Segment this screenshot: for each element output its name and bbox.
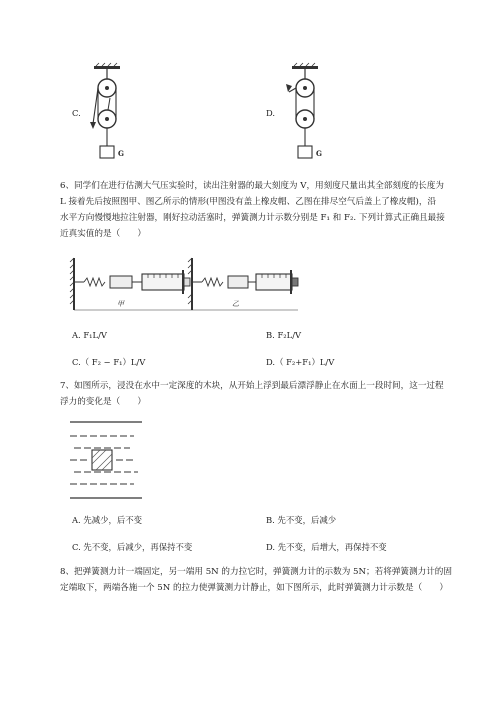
syringe-experiment-figure bbox=[70, 256, 300, 314]
figure-label-jia: 甲 bbox=[117, 300, 124, 308]
q6-option-b: B. F₂L/V bbox=[266, 330, 302, 340]
option-d-label: D. bbox=[266, 108, 276, 118]
figure-label-yi: 乙 bbox=[232, 300, 239, 308]
q7-option-d: D. 先不变，后增大，再保持不变 bbox=[266, 542, 387, 552]
weight-label-c: G bbox=[118, 149, 124, 158]
q6-option-d: D.（ F₂+F₁）L/V bbox=[266, 357, 335, 367]
weight-label-d: G bbox=[316, 149, 322, 158]
q6-option-a: A. F₁L/V bbox=[72, 330, 107, 340]
q6-text-line-3: 水平方向慢慢地拉注射器，刚好拉动活塞时，弹簧测力计示数分别是 F₁ 和 F₂. 下列计算式正确且最接 bbox=[60, 213, 445, 223]
q7-text-line-1: 7、如图所示，浸没在水中一定深度的木块，从开始上浮到最后漂浮静止在水面上一段时间，这一过程 bbox=[60, 381, 444, 391]
q8-text-line-1: 8、把弹簧测力计一端固定，另一端用 5N 的力拉它时，弹簧测力计的示数为 5N；若将弹簧测力计的固 bbox=[60, 567, 452, 577]
q6-text-line-4: 近真实值的是（ ） bbox=[60, 229, 146, 239]
q7-option-b: B. 先不变，后减少 bbox=[266, 515, 337, 525]
q7-option-a: A. 先减少，后不变 bbox=[72, 515, 142, 525]
q6-text-line-2: L 接着先后按照图甲、图乙所示的情形(甲图没有盖上橡皮帽、乙图在排尽空气后盖上了橡皮帽)，沿 bbox=[60, 197, 437, 207]
floating-block-figure bbox=[70, 418, 146, 500]
q7-option-c: C. 先不变，后减少，再保持不变 bbox=[72, 542, 193, 552]
q6-option-c: C.（ F₂ − F₁）L/V bbox=[72, 357, 146, 367]
option-c-label: C. bbox=[72, 108, 81, 118]
q8-text-line-2: 定端取下，两端各施一个 5N 的拉力使弹簧测力计静止，如下图所示，此时弹簧测力计示数是（ ） bbox=[60, 583, 448, 593]
q6-text-line-1: 6、同学们在进行估测大气压实验时，读出注射器的最大刻度为 V，用刻度尺量出其全部刻度的长度为 bbox=[60, 181, 444, 191]
q7-text-line-2: 浮力的变化是（ ） bbox=[60, 397, 146, 407]
